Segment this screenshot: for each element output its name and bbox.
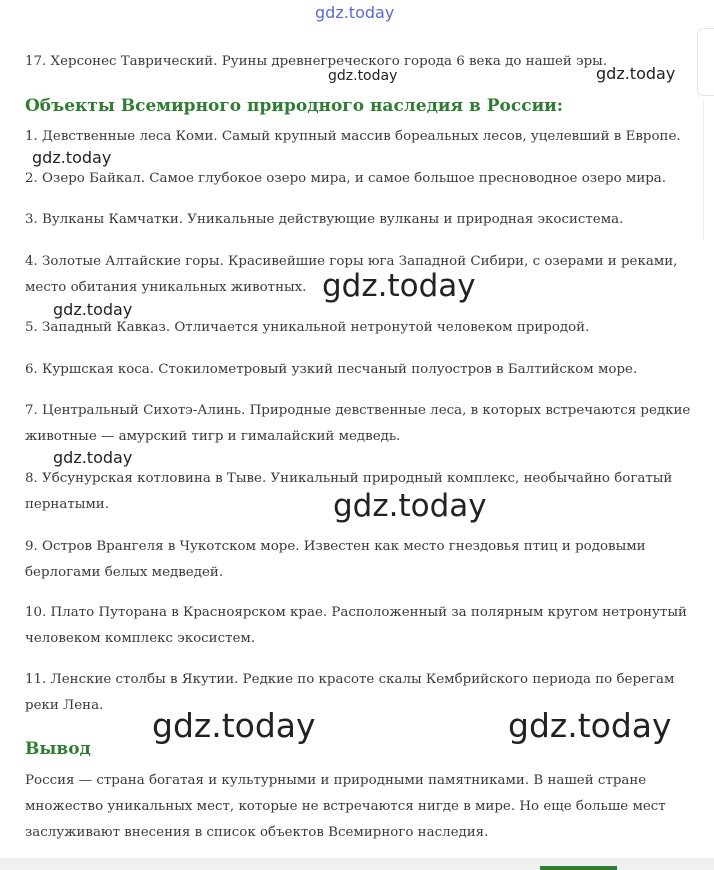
- side-frame: [697, 28, 714, 96]
- list-item: 17. Херсонес Таврический. Руины древнегреческого города 6 века до нашей эры.: [25, 54, 608, 69]
- watermark: gdz.today: [53, 448, 133, 467]
- list-item: 5. Западный Кавказ. Отличается уникальной нетронутой человеком природой.: [25, 320, 590, 335]
- watermark-top: gdz.today: [315, 3, 395, 22]
- watermark: gdz.today: [32, 148, 112, 167]
- side-rule: [703, 100, 714, 240]
- watermark: gdz.today: [152, 706, 316, 745]
- list-item: 10. Плато Путорана в Красноярском крае. Расположенный за полярным кругом нетронутый человеком комплекс экосистем.: [25, 605, 687, 646]
- list-item: 9. Остров Врангеля в Чукотском море. Известен как место гнездовья птиц и родовыми берлогами белых медведей.: [25, 539, 646, 580]
- conclusion-heading: Вывод: [25, 739, 91, 759]
- list-item: 3. Вулканы Камчатки. Уникальные действующие вулканы и природная экосистема.: [25, 212, 624, 227]
- list-item: 11. Ленские столбы в Якутии. Редкие по красоте скалы Кембрийского периода по берегам реки Лена.: [25, 672, 675, 713]
- watermark: gdz.today: [322, 268, 476, 304]
- footer-tab-indicator[interactable]: [540, 866, 617, 870]
- conclusion-text: Россия — страна богатая и культурными и природными памятниками. В нашей стране множество уникальных мест, которые не встречаются нигде в мире. Но еще больше мест заслуживают внесения в список объектов Всемирного наследия.: [25, 773, 666, 840]
- list-item: 6. Куршская коса. Стокилометровый узкий песчаный полуостров в Балтийском море.: [25, 362, 638, 377]
- watermark: gdz.today: [328, 68, 398, 84]
- watermark: gdz.today: [596, 64, 676, 83]
- list-item: 4. Золотые Алтайские горы. Красивейшие горы юга Западной Сибири, с озерами и реками, место обитания уникальных животных.: [25, 254, 678, 295]
- section-heading-natural: Объекты Всемирного природного наследия в России:: [25, 96, 564, 116]
- watermark: gdz.today: [53, 300, 133, 319]
- list-item: 7. Центральный Сихотэ-Алинь. Природные девственные леса, в которых встречаются редкие животные — амурский тигр и гималайский медведь.: [25, 403, 691, 444]
- watermark: gdz.today: [333, 488, 487, 524]
- list-item: 1. Девственные леса Коми. Самый крупный массив бореальных лесов, уцелевший в Европе.: [25, 129, 681, 144]
- watermark: gdz.today: [508, 706, 672, 745]
- list-item: 8. Убсунурская котловина в Тыве. Уникальный природный комплекс, необычайно богатый пернатыми.: [25, 471, 673, 512]
- list-item: 2. Озеро Байкал. Самое глубокое озеро мира, и самое большое пресноводное озеро мира.: [25, 171, 667, 186]
